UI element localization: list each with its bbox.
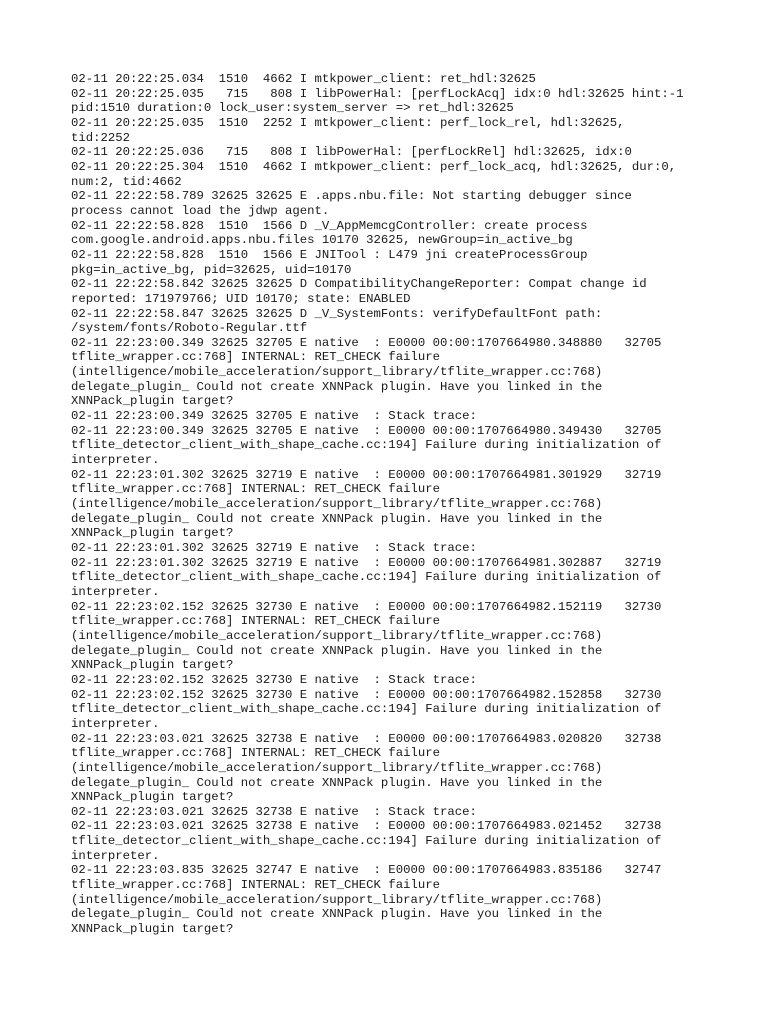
log-line: delegate_plugin_ Could not create XNNPack plugin. Have you linked in the [71, 643, 603, 658]
log-line: 02-11 22:22:58.842 32625 32625 D CompatibilityChangeReporter: Compat change id [71, 277, 647, 292]
log-line: 02-11 20:22:25.035 1510 2252 I mtkpower_client: perf_lock_rel, hdl:32625, [71, 115, 625, 130]
log-text-block [71, 72, 731, 937]
log-line: 02-11 22:23:00.349 32625 32705 E native : E0000 00:00:1707664980.348880 32705 [71, 335, 662, 350]
log-line: 02-11 22:23:01.302 32625 32719 E native : E0000 00:00:1707664981.302887 32719 [71, 555, 662, 570]
log-line: delegate_plugin_ Could not create XNNPack plugin. Have you linked in the [71, 379, 603, 394]
log-line: delegate_plugin_ Could not create XNNPack plugin. Have you linked in the [71, 907, 603, 922]
log-line: (intelligence/mobile_acceleration/support_library/tflite_wrapper.cc:768) [71, 892, 603, 907]
log-line: 02-11 22:23:03.021 32625 32738 E native : Stack trace: [71, 804, 477, 819]
log-line: (intelligence/mobile_acceleration/support_library/tflite_wrapper.cc:768) [71, 760, 603, 775]
log-line: (intelligence/mobile_acceleration/support_library/tflite_wrapper.cc:768) [71, 365, 603, 380]
log-line: 02-11 22:23:03.021 32625 32738 E native : E0000 00:00:1707664983.020820 32738 [71, 731, 662, 746]
log-line: 02-11 22:22:58.828 1510 1566 D _V_AppMemcgController: create process [71, 218, 588, 233]
log-line: tflite_wrapper.cc:768] INTERNAL: RET_CHECK failure [71, 482, 440, 497]
log-line: tflite_wrapper.cc:768] INTERNAL: RET_CHECK failure [71, 614, 440, 629]
log-line: 02-11 20:22:25.304 1510 4662 I mtkpower_client: perf_lock_acq, hdl:32625, dur:0, [71, 159, 677, 174]
log-line: process cannot load the jdwp agent. [71, 203, 330, 218]
log-line: 02-11 22:23:03.021 32625 32738 E native : E0000 00:00:1707664983.021452 32738 [71, 819, 662, 834]
log-line: tflite_detector_client_with_shape_cache.cc:194] Failure during initialization of [71, 702, 662, 717]
log-line: 02-11 20:22:25.036 715 808 I libPowerHal: [perfLockRel] hdl:32625, idx:0 [71, 145, 632, 160]
log-line: 02-11 22:23:03.835 32625 32747 E native : E0000 00:00:1707664983.835186 32747 [71, 863, 662, 878]
log-line: XNNPack_plugin target? [71, 790, 234, 805]
log-line: 02-11 22:22:58.789 32625 32625 E .apps.nbu.file: Not starting debugger since [71, 189, 632, 204]
log-line: 02-11 22:23:01.302 32625 32719 E native : E0000 00:00:1707664981.301929 32719 [71, 467, 662, 482]
log-line: tid:2252 [71, 130, 131, 145]
log-line: delegate_plugin_ Could not create XNNPack plugin. Have you linked in the [71, 511, 603, 526]
log-line: delegate_plugin_ Could not create XNNPack plugin. Have you linked in the [71, 775, 603, 790]
log-line: (intelligence/mobile_acceleration/support_library/tflite_wrapper.cc:768) [71, 497, 603, 512]
log-line: 02-11 22:23:01.302 32625 32719 E native : Stack trace: [71, 541, 477, 555]
log-line: tflite_wrapper.cc:768] INTERNAL: RET_CHECK failure [71, 878, 440, 893]
log-line: 02-11 22:22:58.828 1510 1566 E JNITool : L479 jni createProcessGroup [71, 247, 588, 262]
log-line: pkg=in_active_bg, pid=32625, uid=10170 [71, 262, 352, 277]
log-line: /system/fonts/Roboto-Regular.ttf [71, 321, 308, 336]
log-line: interpreter. [71, 584, 160, 599]
log-line: com.google.android.apps.nbu.files 10170 32625, newGroup=in_active_bg [71, 233, 573, 248]
log-line: tflite_wrapper.cc:768] INTERNAL: RET_CHECK failure [71, 350, 440, 365]
log-line: XNNPack_plugin target? [71, 526, 234, 541]
log-line: 02-11 22:23:02.152 32625 32730 E native : E0000 00:00:1707664982.152858 32730 [71, 687, 662, 702]
log-line: 02-11 22:23:00.349 32625 32705 E native : Stack trace: [71, 409, 477, 424]
log-line: 02-11 22:23:02.152 32625 32730 E native : E0000 00:00:1707664982.152119 32730 [71, 599, 662, 614]
log-line: tflite_detector_client_with_shape_cache.cc:194] Failure during initialization of [71, 834, 662, 849]
log-line: tflite_detector_client_with_shape_cache.cc:194] Failure during initialization of [71, 570, 662, 585]
log-line: 02-11 20:22:25.035 715 808 I libPowerHal: [perfLockAcq] idx:0 hdl:32625 hint:-1 [71, 86, 684, 101]
log-line: interpreter. [71, 848, 160, 863]
log-line: XNNPack_plugin target? [71, 922, 234, 937]
log-line: XNNPack_plugin target? [71, 658, 234, 673]
log-line: reported: 171979766; UID 10170; state: ENABLED [71, 291, 411, 306]
log-line: interpreter. [71, 453, 160, 468]
log-line: XNNPack_plugin target? [71, 394, 234, 409]
log-line: tflite_detector_client_with_shape_cache.cc:194] Failure during initialization of [71, 438, 662, 453]
log-line: tflite_wrapper.cc:768] INTERNAL: RET_CHECK failure [71, 746, 440, 761]
log-line: (intelligence/mobile_acceleration/support_library/tflite_wrapper.cc:768) [71, 628, 603, 643]
log-line: 02-11 22:23:00.349 32625 32705 E native : E0000 00:00:1707664980.349430 32705 [71, 423, 662, 438]
log-line: 02-11 20:22:25.034 1510 4662 I mtkpower_client: ret_hdl:32625 [71, 72, 536, 86]
log-line: 02-11 22:23:02.152 32625 32730 E native : Stack trace: [71, 672, 477, 687]
log-line: pid:1510 duration:0 lock_user:system_server => ret_hdl:32625 [71, 101, 514, 116]
log-line: num:2, tid:4662 [71, 174, 182, 189]
log-line: 02-11 22:22:58.847 32625 32625 D _V_SystemFonts: verifyDefaultFont path: [71, 306, 603, 321]
log-line: interpreter. [71, 716, 160, 731]
